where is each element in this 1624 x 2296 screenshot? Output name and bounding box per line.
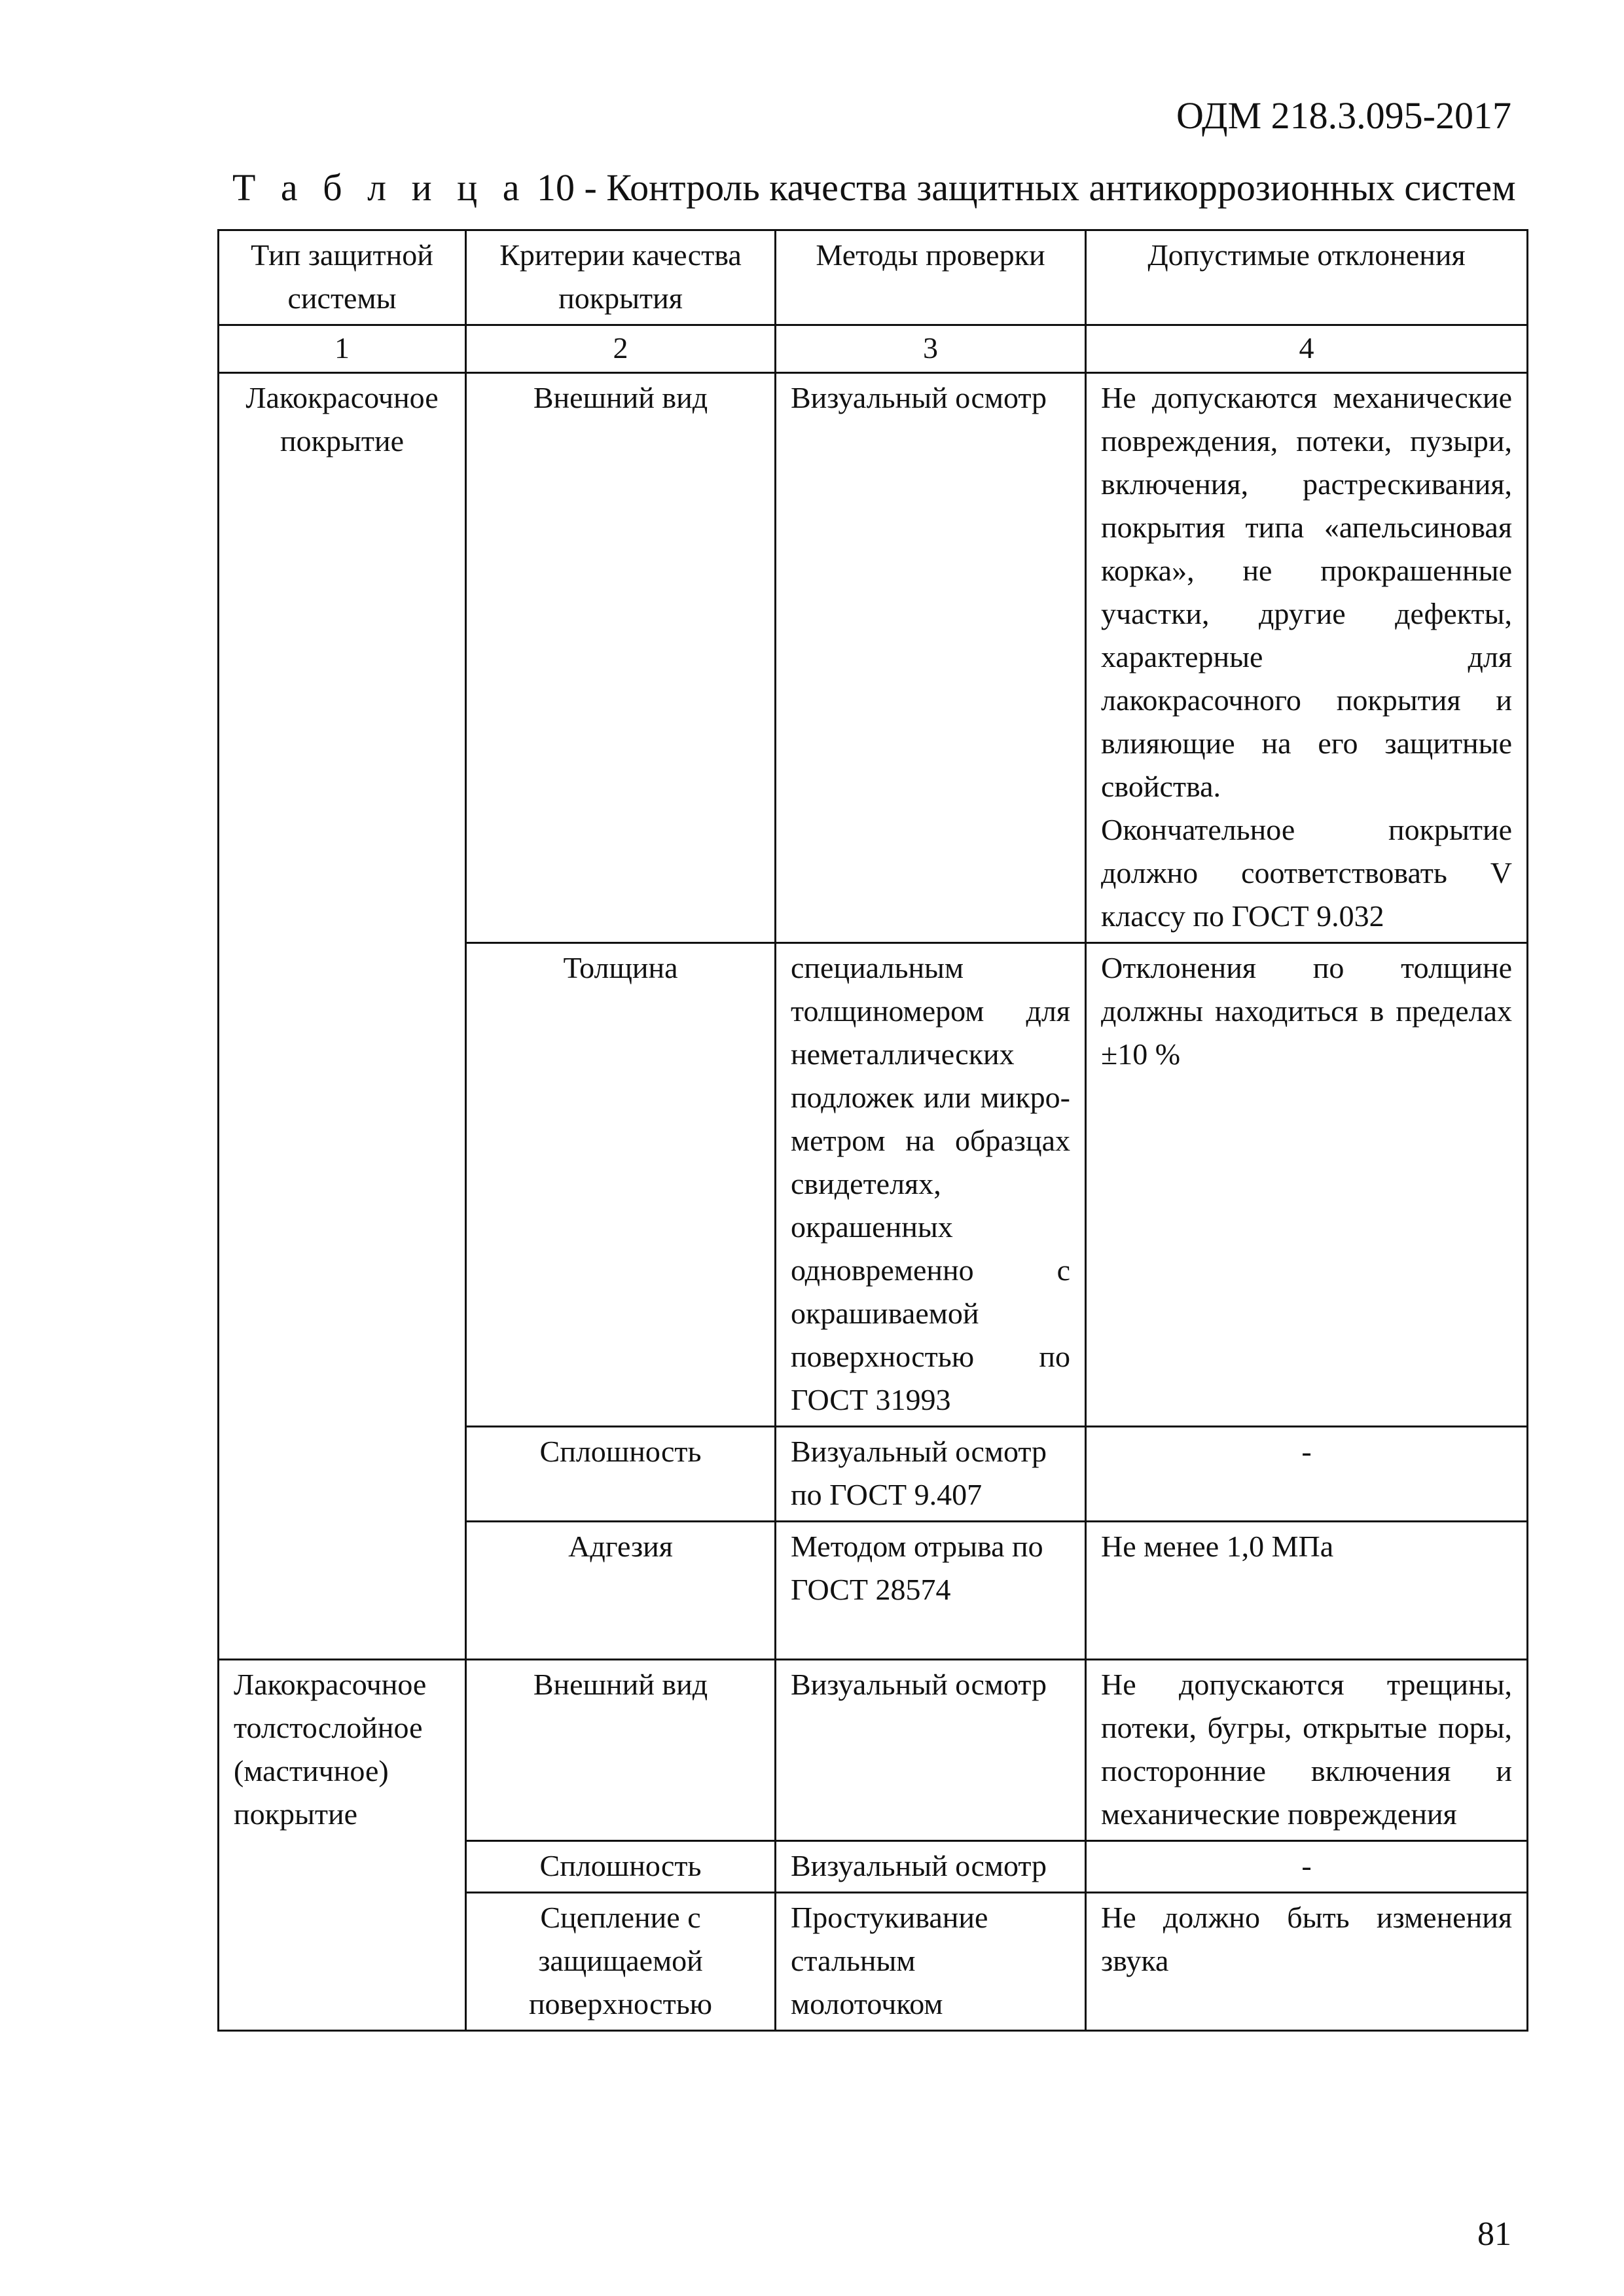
- criterion-cell: Толщина: [466, 943, 776, 1427]
- quality-control-table: [217, 229, 1528, 2032]
- method-cell: Методом отрыва по ГОСТ 28574: [776, 1522, 1086, 1660]
- header-cell-deviations: Допустимые отклонения: [1086, 230, 1528, 325]
- deviation-cell: Отклонения по толщине должны находиться в пределах ±10 %: [1086, 943, 1528, 1427]
- table-title: [232, 165, 1516, 211]
- column-number: 4: [1086, 325, 1528, 373]
- table-header-row: [219, 230, 1528, 325]
- method-cell: Визуальный осмотр: [776, 1660, 1086, 1841]
- deviation-extra-text: Окончательное покрытие должно соответствовать V классу по ГОСТ 9.032: [1101, 813, 1512, 933]
- method-cell: специальным толщиномером для неметаллических подложек или микро-метром на образцах свидетелях, окрашенных одновременно с окрашиваемой поверхностью по ГОСТ 31993: [776, 943, 1086, 1427]
- system-type-cell: Лакокрасочное толстослойное (мастичное) покрытие: [219, 1660, 466, 2031]
- column-number: 3: [776, 325, 1086, 373]
- criterion-cell: Внешний вид: [466, 1660, 776, 1841]
- deviation-text: Не допускаются механические повреждения, потеки, пузыри, включения, растрескивания, покрытия типа «апельсиновая корка», не прокрашенные участки, другие дефекты, характерные для лакокрасочного покрытия и влияющие на его защитные свойства.: [1101, 381, 1512, 803]
- deviation-cell: [1086, 373, 1528, 943]
- header-cell-criteria: Критерии качества покрытия: [466, 230, 776, 325]
- method-cell: Визуальный осмотр: [776, 373, 1086, 943]
- table-title-text: 10 - Контроль качества защитных антикоррозионных систем: [527, 166, 1516, 209]
- table-row: [219, 1660, 1528, 1841]
- deviation-cell: Не допускаются трещины, потеки, бугры, открытые поры, посторонние включения и механические повреждения: [1086, 1660, 1528, 1841]
- criterion-cell: Сцепление с защищаемой поверхностью: [466, 1893, 776, 2031]
- deviation-cell: -: [1086, 1841, 1528, 1893]
- document-code: ОДМ 218.3.095-2017: [1176, 94, 1511, 137]
- deviation-cell: Не менее 1,0 МПа: [1086, 1522, 1528, 1660]
- page-number: 81: [1477, 2215, 1511, 2253]
- deviation-cell: Не должно быть изменения звука: [1086, 1893, 1528, 2031]
- table-title-label: Т а б л и ц а: [232, 166, 528, 209]
- method-cell: Визуальный осмотр: [776, 1841, 1086, 1893]
- system-type-cell: Лакокрасочное покрытие: [219, 373, 466, 1660]
- header-cell-system-type: Тип защитной системы: [219, 230, 466, 325]
- criterion-cell: Внешний вид: [466, 373, 776, 943]
- deviation-cell: -: [1086, 1427, 1528, 1522]
- method-cell: Визуальный осмотр по ГОСТ 9.407: [776, 1427, 1086, 1522]
- header-cell-methods: Методы проверки: [776, 230, 1086, 325]
- column-number: 1: [219, 325, 466, 373]
- table-row: [219, 373, 1528, 943]
- column-number: 2: [466, 325, 776, 373]
- method-cell: Простукивание стальным молоточком: [776, 1893, 1086, 2031]
- criterion-cell: Сплошность: [466, 1841, 776, 1893]
- criterion-cell: Сплошность: [466, 1427, 776, 1522]
- column-number-row: [219, 325, 1528, 373]
- criterion-cell: Адгезия: [466, 1522, 776, 1660]
